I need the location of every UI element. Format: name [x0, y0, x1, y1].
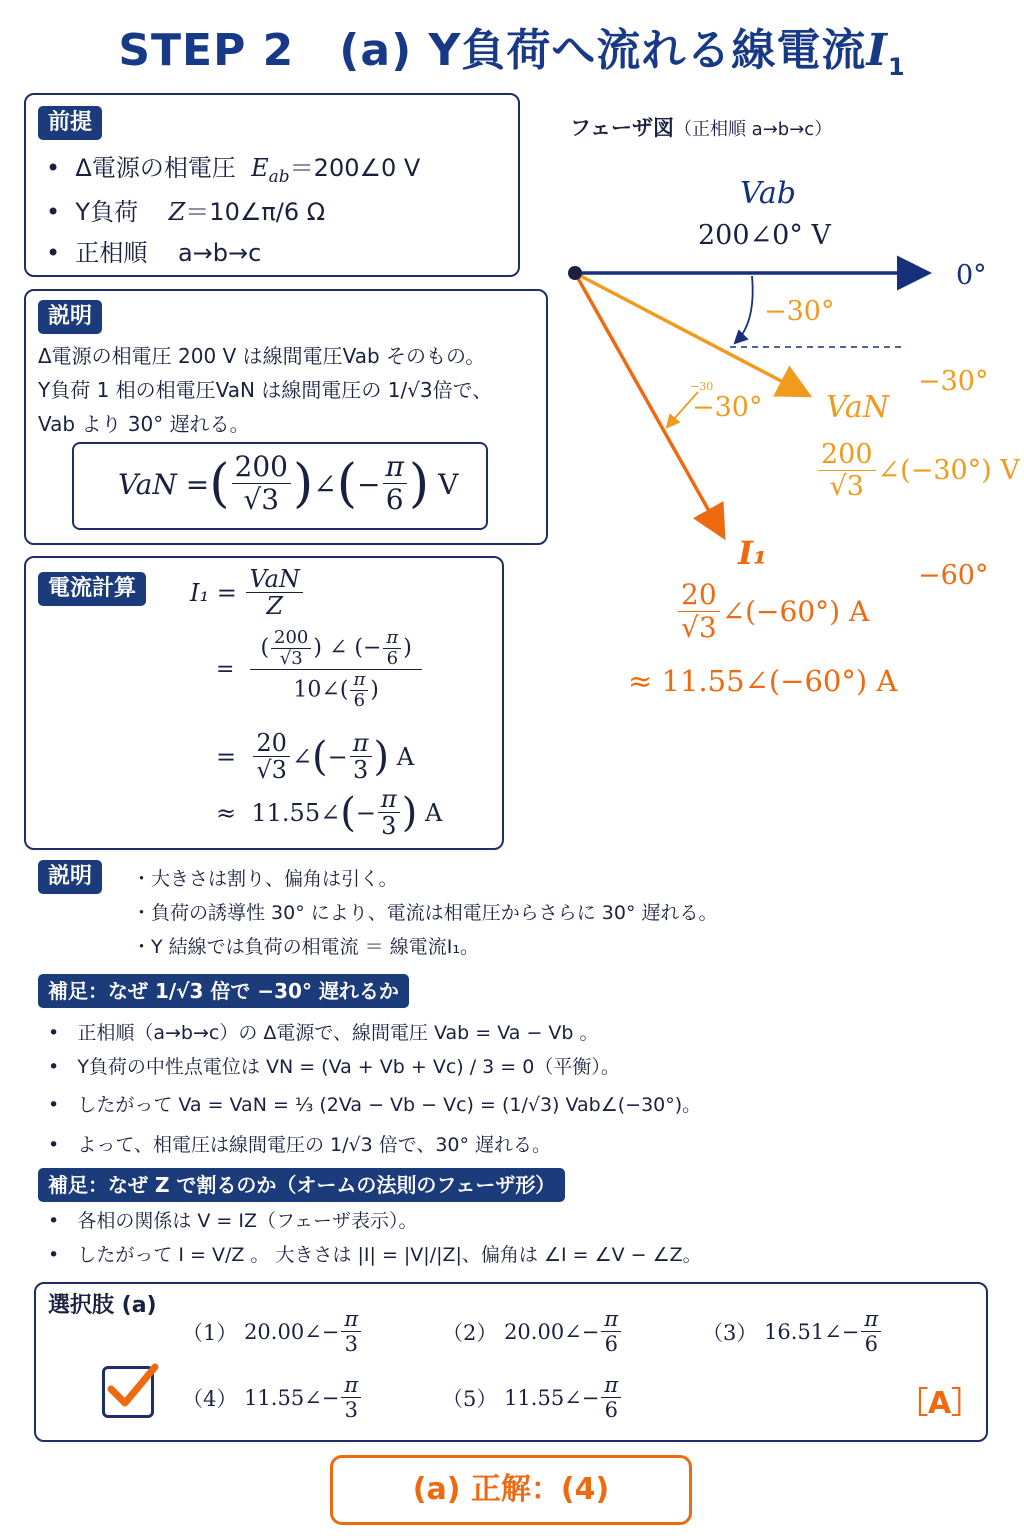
checkmark-icon — [103, 1361, 163, 1413]
van-value — [816, 440, 1020, 502]
formula-den: √3 — [243, 482, 280, 516]
calc-step-2-dad: 6 — [353, 690, 366, 712]
choice-5[interactable] — [442, 1374, 623, 1422]
page-title-text: STEP 2 (a) Y負荷へ流れる線電流 — [118, 25, 867, 76]
calc-step-2-nn: 200 — [271, 628, 311, 649]
supp1-item-1: • 正相順（a→b→c）の Δ電源で、線間電圧 Vab = Va − Vb 。 — [48, 1022, 599, 1044]
formula-num: 200 — [232, 452, 291, 484]
calc-step-3-frac — [253, 730, 290, 785]
choice-5-frac — [601, 1374, 621, 1422]
supp2-label: 補足：なぜ Z で割るのか（オームの法則のフェーザ形） — [38, 1168, 565, 1202]
supp1-item-2: • Y負荷の中性点電位は VN = (Va + Vb + Vc) / 3 = 0（平衡）。 — [48, 1056, 620, 1078]
explain-label: 説明 — [38, 300, 102, 334]
choice-4-mag: 11.55∠− — [244, 1386, 340, 1411]
explain-line-1: Δ電源の相電圧 200 V は線間電圧Vab そのもの。 — [38, 344, 486, 368]
supp2-item-1: • 各相の関係は V = IZ（フェーザ表示）。 — [48, 1210, 418, 1232]
phasor-title-text: フェーザ図 — [570, 116, 674, 140]
choice-3-frac — [861, 1308, 881, 1356]
premise-item-3 — [46, 233, 261, 268]
choice-1-num: （1） — [182, 1321, 238, 1346]
i1-name: I₁ — [738, 534, 767, 572]
page-title-sub: 1 — [887, 52, 906, 81]
explain2-item-3: ・Y 結線では負荷の相電流 ＝ 線電流I₁。 — [132, 936, 479, 958]
i1-rest: ∠(−60°) A — [721, 595, 870, 629]
van-num: 200 — [818, 440, 876, 471]
supp2-item-2: • したがって I = V/Z 。 大きさは |I| = |V|/|Z|、偏角は ∠I = ∠V − ∠Z。 — [48, 1244, 702, 1266]
checkbox-checked-icon[interactable] — [102, 1366, 154, 1418]
van-name: VaN — [826, 390, 890, 425]
angle-label-2-small: −30 — [690, 380, 714, 393]
choice-5-num: （5） — [442, 1387, 498, 1412]
choice-2-num: （2） — [442, 1321, 498, 1346]
choice-1-mag: 20.00∠− — [244, 1320, 340, 1345]
choice-2-aden: 6 — [604, 1332, 618, 1357]
phasor-subtitle: （正相順 a→b→c） — [673, 119, 833, 140]
choice-2[interactable] — [442, 1308, 623, 1356]
explain2-item-1: ・大きさは割り、偏角は引く。 — [132, 868, 398, 890]
paren-open: ( — [336, 454, 358, 514]
calc-step-2-numerator: ( $\frac{200}{√3}$ ) ∠ (− $\frac{\pi}{6}$ ) — [250, 628, 421, 670]
van-right-angle: −30° — [918, 366, 989, 397]
choice-2-anum: π — [601, 1308, 621, 1332]
choice-4[interactable] — [182, 1374, 363, 1422]
calc-step-4-anum: π — [378, 786, 400, 813]
formula-van — [118, 448, 458, 520]
calc-step-1-lhs: I₁ = — [190, 579, 237, 608]
i1-value — [676, 580, 869, 644]
supp1-item-4: • よって、相電圧は線間電圧の 1/√3 倍で、30° 遅れる。 — [48, 1134, 552, 1156]
explain-line-3: Vab より 30° 遅れる。 — [38, 412, 250, 436]
explain2-label: 説明 — [38, 860, 102, 894]
i1-frac — [678, 580, 720, 644]
van-rest: ∠(−30°) V — [877, 455, 1020, 487]
page-title — [0, 14, 1024, 81]
i1-approx: ≈ 11.55∠(−60°) A — [628, 664, 898, 698]
explain2-item-2: ・負荷の誘導性 30° により、電流は相電圧からさらに 30° 遅れる。 — [132, 902, 718, 924]
choice-3-aden: 6 — [864, 1332, 878, 1357]
calc-step-1-den: Z — [266, 592, 284, 621]
formula-anum: π — [383, 452, 407, 484]
bullet: • — [46, 198, 61, 226]
choice-5-mag: 11.55∠− — [504, 1386, 600, 1411]
formula-angle: ∠ — [313, 467, 337, 501]
calc-label: 電流計算 — [38, 572, 146, 606]
calc-step-3-anum: π — [350, 730, 372, 757]
choice-4-num: （4） — [182, 1387, 238, 1412]
choice-1-aden: 3 — [344, 1332, 358, 1357]
choice-3-mag: 16.51∠− — [764, 1320, 860, 1345]
calc-step-4-afrac — [378, 786, 400, 841]
explain-line-2: Y負荷 1 相の相電圧VaN は線間電圧の 1/√3倍で、 — [38, 378, 493, 402]
calc-step-2-nd: √3 — [279, 647, 303, 669]
choice-1-anum: π — [341, 1308, 361, 1332]
supp2-item-2-text: したがって I = V/Z 。 大きさは |I| = |V|/|Z|、偏角は ∠I = ∠V − ∠Z。 — [77, 1244, 702, 1266]
premise-item-1-rest: ＝200∠0 V — [289, 154, 421, 182]
calc-step-4-aden: 3 — [381, 812, 397, 841]
calc-step-1 — [190, 566, 305, 621]
van-den: √3 — [829, 470, 864, 502]
supp1-item-2-text: Y負荷の中性点電位は VN = (Va + Vb + Vc) / 3 = 0（平衡）。 — [77, 1056, 620, 1078]
i1-den: √3 — [681, 610, 717, 644]
paren-open: ( — [209, 454, 230, 514]
calc-step-2-denominator: 10∠( $\frac{\pi}{6}$ ) — [293, 669, 379, 712]
formula-afrac — [383, 452, 407, 516]
premise-item-1-sub: ab — [268, 166, 290, 187]
choice-3[interactable] — [702, 1308, 883, 1356]
supp2-item-1-text: 各相の関係は V = IZ（フェーザ表示）。 — [77, 1210, 418, 1232]
answer-box: (a) 正解：(4) — [330, 1455, 692, 1525]
choice-4-aden: 3 — [344, 1398, 358, 1423]
bullet: • — [46, 154, 61, 182]
deg-0-label: 0° — [956, 260, 987, 291]
calc-step-3-den: √3 — [256, 756, 287, 785]
calc-step-2-nan: π — [383, 628, 401, 649]
formula-frac — [232, 452, 291, 516]
bullet: • — [46, 239, 61, 267]
angle-arc-1 — [736, 276, 753, 342]
choice-1[interactable] — [182, 1308, 363, 1356]
calc-step-4: ≈ 11.55∠ ( − $\frac{\pi}{3}$ ) A — [216, 785, 443, 841]
choice-4-anum: π — [341, 1374, 361, 1398]
formula-unit: V — [438, 467, 459, 501]
premise-item-1 — [46, 148, 420, 187]
calc-step-3-eq: = — [216, 743, 237, 772]
angle-label-1: −30° — [764, 296, 835, 327]
choices-label: 選択肢 (a) — [48, 1293, 157, 1318]
calc-step-4-unit: A — [424, 799, 443, 828]
vab-name: Vab — [740, 176, 797, 211]
calc-step-3-num: 20 — [253, 730, 290, 757]
calc-step-2-frac — [250, 628, 421, 712]
choice-3-anum: π — [861, 1308, 881, 1332]
calc-step-1-num: VaN — [246, 566, 302, 593]
angle-label-2: −30° — [692, 392, 763, 423]
calc-step-2-dan: π — [350, 670, 368, 691]
supp1-label: 補足：なぜ 1/√3 倍で −30° 遅れるか — [38, 974, 409, 1008]
premise-item-1-text: Δ電源の相電圧 — [75, 154, 236, 182]
calc-step-2-nad: 6 — [386, 647, 399, 669]
i1-num: 20 — [678, 580, 720, 612]
calc-step-2 — [216, 628, 424, 712]
choice-4-frac — [341, 1374, 361, 1422]
supp1-item-4-text: よって、相電圧は線間電圧の 1/√3 倍で、30° 遅れる。 — [77, 1134, 552, 1156]
minus-sign: − — [357, 467, 381, 501]
premise-item-2-rest: ＝10∠π/6 Ω — [185, 198, 326, 226]
paren-close: ) — [292, 454, 314, 514]
calc-step-4-mag: 11.55∠ — [251, 799, 341, 828]
paren-close: ) — [408, 454, 430, 514]
choice-3-num: （3） — [702, 1321, 758, 1346]
phasor-title — [570, 112, 832, 142]
calc-step-3-afrac — [350, 730, 372, 785]
formula-aden: 6 — [385, 482, 404, 516]
calc-step-3-unit: A — [396, 743, 415, 772]
premise-item-2-math: Z — [168, 198, 186, 226]
premise-item-2-text: Y負荷 — [75, 198, 139, 226]
premise-item-1-math: E — [251, 154, 269, 182]
premise-item-3-rest: a→b→c — [177, 239, 262, 267]
supp1-item-1-text: 正相順（a→b→c）の Δ電源で、線間電圧 Vab = Va − Vb 。 — [77, 1022, 599, 1044]
calc-step-2-dm: 10∠ — [293, 678, 340, 704]
calc-step-3: = $\frac{20}{√3}$ ∠ ( − $\frac{\pi}{3}$ ) A — [216, 729, 415, 785]
choice-2-mag: 20.00∠− — [504, 1320, 600, 1345]
calc-step-4-eq: ≈ — [216, 799, 237, 828]
supp1-item-3: • したがって Va = VaN = ⅓ (2Va − Vb − Vc) = (1/√3) Vab∠(−30°)。 — [48, 1094, 702, 1116]
van-frac — [818, 440, 876, 502]
choices-tag: ［A］ — [898, 1386, 982, 1421]
choice-2-frac — [601, 1308, 621, 1356]
choice-1-frac — [341, 1308, 361, 1356]
origin-dot — [568, 266, 582, 280]
supp1-item-3-text: したがって Va = VaN = ⅓ (2Va − Vb − Vc) = (1/√3) Vab∠(−30°)。 — [77, 1094, 702, 1116]
premise-label: 前提 — [38, 106, 102, 140]
vab-value: 200∠0° V — [698, 220, 831, 251]
calc-step-1-frac — [246, 566, 302, 621]
choice-5-aden: 6 — [604, 1398, 618, 1423]
calc-step-2-eq: = — [216, 657, 235, 683]
page-title-var: I — [866, 25, 888, 76]
choice-5-anum: π — [601, 1374, 621, 1398]
i1-right-angle: −60° — [918, 560, 989, 591]
formula-lhs: VaN = — [118, 467, 210, 501]
premise-item-3-text: 正相順 — [75, 239, 148, 267]
premise-item-2 — [46, 192, 325, 227]
calc-step-3-aden: 3 — [353, 756, 369, 785]
